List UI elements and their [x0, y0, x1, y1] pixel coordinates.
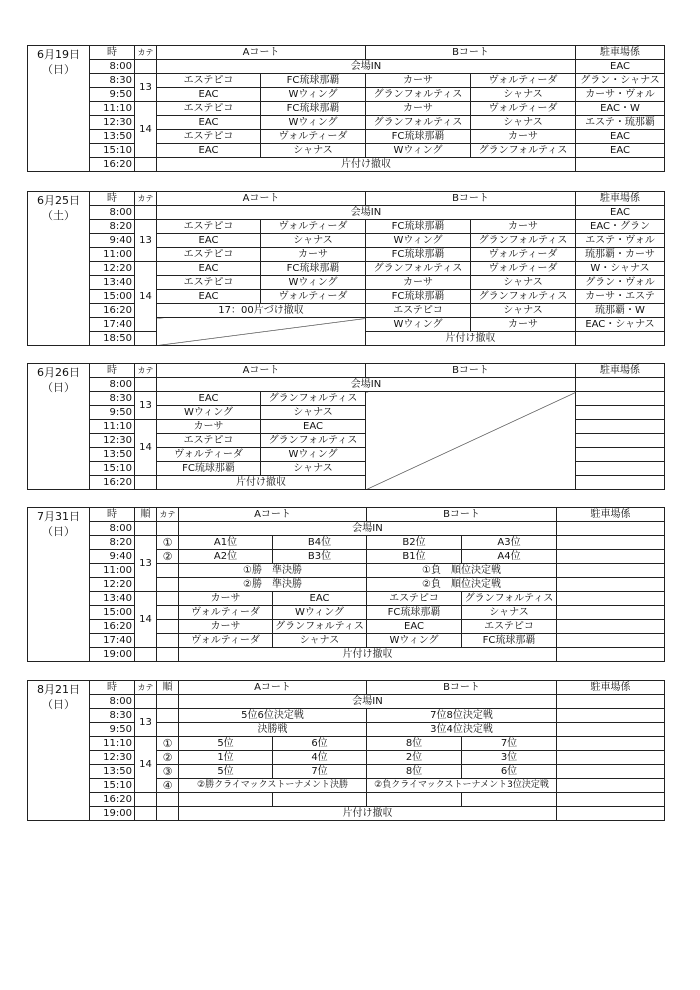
header-row: 6月25日 （土） 時 カテ Aコート Bコート 駐車場係 [28, 192, 665, 206]
court-a-header: Aコート [157, 46, 366, 60]
table-row: 8:30 13 エステピコ FC琉球那覇 カーサ ヴォルティーダ グラン・シャナス [28, 74, 665, 88]
schedule-0619 [27, 45, 665, 172]
table-row: 11:00 ①勝 準決勝 ①負 順位決定戦 [28, 564, 665, 578]
table-row: 8:00 会場IN [28, 378, 665, 392]
category-14: 14 [135, 592, 157, 648]
category-14: 14 [135, 737, 157, 793]
category-13: 13 [135, 536, 157, 592]
table-row: 13:50 エステピコ ヴォルティーダ FC琉球那覇 カーサ EAC [28, 130, 665, 144]
table-row: 15:10 ④ ②勝クライマックストーナメント決勝 ②負クライマックストーナメント3位決定戦 [28, 779, 665, 793]
time-header: 時 [90, 46, 135, 60]
table-row: 19:00 片付け撤収 [28, 807, 665, 821]
table-row: 17:40 Wウィング カーサ EAC・シャナス [28, 318, 665, 332]
table-row: 8:00 会場IN [28, 522, 665, 536]
table-row: 13:40 14 カーサ EAC エステピコ グランフォルティス [28, 592, 665, 606]
table-row: 15:10 FC琉球那覇 シャナス [28, 462, 665, 476]
order-header: 順 [135, 508, 157, 522]
table-row: 8:30 13 EAC グランフォルティス [28, 392, 665, 406]
category-13: 13 [135, 709, 157, 737]
header-row: 8月21日 （日） 時 カテ 順 Aコート Bコート 駐車場係 [28, 681, 665, 695]
venue-in: 会場IN [157, 60, 576, 74]
table-row: 16:20 17：00片づけ撤収 エステピコ シャナス 琉那覇・W [28, 304, 665, 318]
table-row: 8:30 13 5位6位決定戦 7位8位決定戦 [28, 709, 665, 723]
schedule-0626 [27, 363, 665, 490]
table-row: 12:20 ②勝 準決勝 ②負 順位決定戦 [28, 578, 665, 592]
table-row: 12:30 ② 1位 4位 2位 3位 [28, 751, 665, 765]
table-row: 9:50 決勝戦 3位4位決定戦 [28, 723, 665, 737]
court-b-unused [366, 392, 576, 490]
court-a-unused [157, 318, 366, 346]
date-cell: 8月21日 （日） [28, 681, 90, 821]
cleanup: 片付け撤収 [157, 158, 576, 172]
table-row: 13:50 ③ 5位 7位 8位 6位 [28, 765, 665, 779]
table-row: 13:40 エステピコ Wウィング カーサ シャナス グラン・ヴォル [28, 276, 665, 290]
table-row: 9:50 Wウィング シャナス [28, 406, 665, 420]
schedule-0821 [27, 680, 665, 821]
court-a-cleanup-note: 17：00片づけ撤収 [157, 304, 366, 318]
header-row [28, 46, 665, 60]
table-row: 11:10 14 エステピコ FC琉球那覇 カーサ ヴォルティーダ EAC・W [28, 102, 665, 116]
table-row: 15:00 ヴォルティーダ Wウィング FC琉球那覇 シャナス [28, 606, 665, 620]
date-cell: 6月25日 （土） [28, 192, 90, 346]
category-14: 14 [135, 420, 157, 476]
table-row: 15:10 EAC シャナス Wウィング グランフォルティス EAC [28, 144, 665, 158]
court-b-header: Bコート [366, 46, 576, 60]
table-row: 8:00 会場IN EAC [28, 206, 665, 220]
table-row: 17:40 ヴォルティーダ シャナス Wウィング FC琉球那覇 [28, 634, 665, 648]
date-cell: 7月31日 （日） [28, 508, 90, 662]
table-row: 8:00 会場IN EAC [28, 60, 665, 74]
table-row: 12:30 EAC Wウィング グランフォルティス シャナス エステ・琉那覇 [28, 116, 665, 130]
schedule-0731 [27, 507, 665, 662]
table-row: 9:50 EAC Wウィング グランフォルティス シャナス カーサ・ヴォル [28, 88, 665, 102]
table-row: 8:00 会場IN [28, 695, 665, 709]
table-row: 8:20 13 ① A1位 B4位 B2位 A3位 [28, 536, 665, 550]
category-13: 13 [135, 392, 157, 420]
category-13: 13 [135, 74, 157, 102]
date-cell: 6月26日 （日） [28, 364, 90, 490]
table-row: 16:20 片付け撤収 [28, 476, 665, 490]
table-row: 16:20 [28, 793, 665, 807]
parking-header: 駐車場係 [576, 46, 665, 60]
table-row: 13:50 ヴォルティーダ Wウィング [28, 448, 665, 462]
table-row: 11:10 14 ① 5位 6位 8位 7位 [28, 737, 665, 751]
table-row: 16:20 カーサ グランフォルティス EAC エステピコ [28, 620, 665, 634]
header-row: 6月26日 （日） 時 カテ Aコート Bコート 駐車場係 [28, 364, 665, 378]
cat-header: カテ [135, 46, 157, 60]
header-row: 7月31日 （日） 時 順 カテ Aコート Bコート 駐車場係 [28, 508, 665, 522]
table-row: 18:50 片付け撤収 [28, 332, 665, 346]
schedule-0625 [27, 191, 665, 346]
table-row: 9:40 ② A2位 B3位 B1位 A4位 [28, 550, 665, 564]
category-14: 14 [135, 102, 157, 158]
table-row: 12:20 14 EAC FC琉球那覇 グランフォルティス ヴォルティーダ W・シャナス [28, 262, 665, 276]
category-14: 14 [135, 262, 157, 332]
table-row: 15:00 EAC ヴォルティーダ FC琉球那覇 グランフォルティス カーサ・エステ [28, 290, 665, 304]
table-row: 11:10 14 カーサ EAC [28, 420, 665, 434]
date-cell: 6月19日 （日） [28, 46, 90, 172]
table-row: 9:40 EAC シャナス Wウィング グランフォルティス エステ・ヴォル [28, 234, 665, 248]
table-row: 19:00 片付け撤収 [28, 648, 665, 662]
order-header: 順 [157, 681, 179, 695]
table-row: 12:30 エステピコ グランフォルティス [28, 434, 665, 448]
table-row: 16:20 片付け撤収 [28, 158, 665, 172]
table-row: 8:20 13 エステピコ ヴォルティーダ FC琉球那覇 カーサ EAC・グラン [28, 220, 665, 234]
table-row: 11:00 エステピコ カーサ FC琉球那覇 ヴォルティーダ 琉那覇・カーサ [28, 248, 665, 262]
category-13: 13 [135, 220, 157, 262]
